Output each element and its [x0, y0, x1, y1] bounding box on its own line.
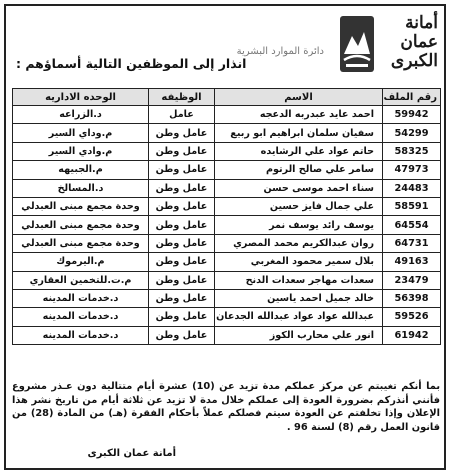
table-row [13, 234, 441, 252]
department-label: دائرة الموارد البشرية [236, 46, 324, 57]
employee-table [12, 88, 441, 345]
table-row [13, 326, 441, 344]
unit-cell: د.المسالخ [13, 179, 149, 197]
unit-cell: وحدة مجمع مبنى العبدلي [13, 234, 149, 252]
table-row [13, 197, 441, 215]
file-number-cell: 59942 [383, 106, 441, 124]
table-row [13, 142, 441, 160]
signature: أمانة عمان الكبرى [87, 448, 176, 459]
warning-title: انذار إلى الموظفين التالية أسماؤهم : [16, 56, 247, 71]
job-cell: عامل وطن [149, 161, 215, 179]
file-number-cell: 58325 [383, 142, 441, 160]
unit-cell: د.خدمات المدينه [13, 326, 149, 344]
file-number-cell: 64731 [383, 234, 441, 252]
name-cell: سناء احمد موسى حسن [215, 179, 383, 197]
warning-notice [4, 4, 446, 470]
table-row [13, 271, 441, 289]
column-header-unit: الوحده الاداريه [13, 89, 149, 106]
name-cell: بلال سمير محمود المغربي [215, 253, 383, 271]
table-row [13, 124, 441, 142]
unit-cell: م.ت.للتخمين العقاري [13, 271, 149, 289]
logo-line-3: الكبرى [390, 51, 438, 71]
job-cell: عامل وطن [149, 179, 215, 197]
gam-logo [338, 10, 438, 80]
job-cell: عامل وطن [149, 271, 215, 289]
name-cell: سفيان سلمان ابراهيم ابو ربيع [215, 124, 383, 142]
table-row [13, 216, 441, 234]
logo-wordmark [376, 14, 438, 71]
file-number-cell: 47973 [383, 161, 441, 179]
name-cell: حاتم عواد علي الرشايده [215, 142, 383, 160]
table-header-row [13, 89, 441, 106]
job-cell: عامل وطن [149, 142, 215, 160]
table-row [13, 161, 441, 179]
job-cell: عامل وطن [149, 308, 215, 326]
logo-mark-icon [338, 14, 376, 74]
name-cell: يوسف رائد يوسف نمر [215, 216, 383, 234]
unit-cell: م.الجبيهه [13, 161, 149, 179]
column-header-name: الاسم [215, 89, 383, 106]
table-row [13, 289, 441, 307]
job-cell: عامل وطن [149, 326, 215, 344]
unit-cell: د.الزراعه [13, 106, 149, 124]
unit-cell: وحدة مجمع مبنى العبدلي [13, 197, 149, 215]
job-cell: عامل وطن [149, 253, 215, 271]
table-row [13, 253, 441, 271]
table-row [13, 106, 441, 124]
file-number-cell: 49163 [383, 253, 441, 271]
file-number-cell: 58591 [383, 197, 441, 215]
file-number-cell: 23479 [383, 271, 441, 289]
unit-cell: م.اليرموك [13, 253, 149, 271]
name-cell: احمد عايد عبدربه الدعجه [215, 106, 383, 124]
file-number-cell: 24483 [383, 179, 441, 197]
notice-header [6, 6, 444, 84]
column-header-job: الوظيفه [149, 89, 215, 106]
unit-cell: وحدة مجمع مبنى العبدلي [13, 216, 149, 234]
file-number-cell: 59526 [383, 308, 441, 326]
column-header-file-number: رقم الملف [383, 89, 441, 106]
unit-cell: م.وادي السير [13, 142, 149, 160]
name-cell: انور علي محارب الكوز [215, 326, 383, 344]
job-cell: عامل وطن [149, 234, 215, 252]
file-number-cell: 64554 [383, 216, 441, 234]
name-cell: سامر علي صالح الرتوم [215, 161, 383, 179]
table-row [13, 179, 441, 197]
name-cell: روان عبدالكريم محمد المصري [215, 234, 383, 252]
employee-table-wrapper [12, 88, 440, 345]
name-cell: سعدات مهاجر سعدات الدنح [215, 271, 383, 289]
file-number-cell: 54299 [383, 124, 441, 142]
logo-line-2: عمان [400, 32, 438, 52]
file-number-cell: 61942 [383, 326, 441, 344]
job-cell: عامل وطن [149, 216, 215, 234]
job-cell: عامل وطن [149, 124, 215, 142]
name-cell: عبدالله عواد عواد عبدالله الجدعان [215, 308, 383, 326]
table-row [13, 308, 441, 326]
job-cell: عامل وطن [149, 197, 215, 215]
notice-paragraph: بما أنكم تغيبتم عن مركز عملكم مدة تزيد عن (10) عشرة أيام متتالية دون عـذر مشروع فأنني أنذركم بضرورة العودة إلى عملكم خلال مدة لا تزيد عن ثلاثة أيام من تاريخ نشر هذا الإعلان وإذا تخلفتم عن العودة سيتم فصلكم عملاً بأحكام الفقرة (هـ) من المادة (28) من قانون العمل رقم (8) لسنة 96 . [12, 381, 440, 433]
unit-cell: م.وداي السير [13, 124, 149, 142]
job-cell: عامل [149, 106, 215, 124]
unit-cell: د.خدمات المدينه [13, 289, 149, 307]
logo-line-1: أمانة [405, 13, 438, 33]
job-cell: عامل وطن [149, 289, 215, 307]
name-cell: خالد جميل احمد ياسين [215, 289, 383, 307]
file-number-cell: 56398 [383, 289, 441, 307]
name-cell: علي جمال فايز حسين [215, 197, 383, 215]
unit-cell: د.خدمات المدينه [13, 308, 149, 326]
